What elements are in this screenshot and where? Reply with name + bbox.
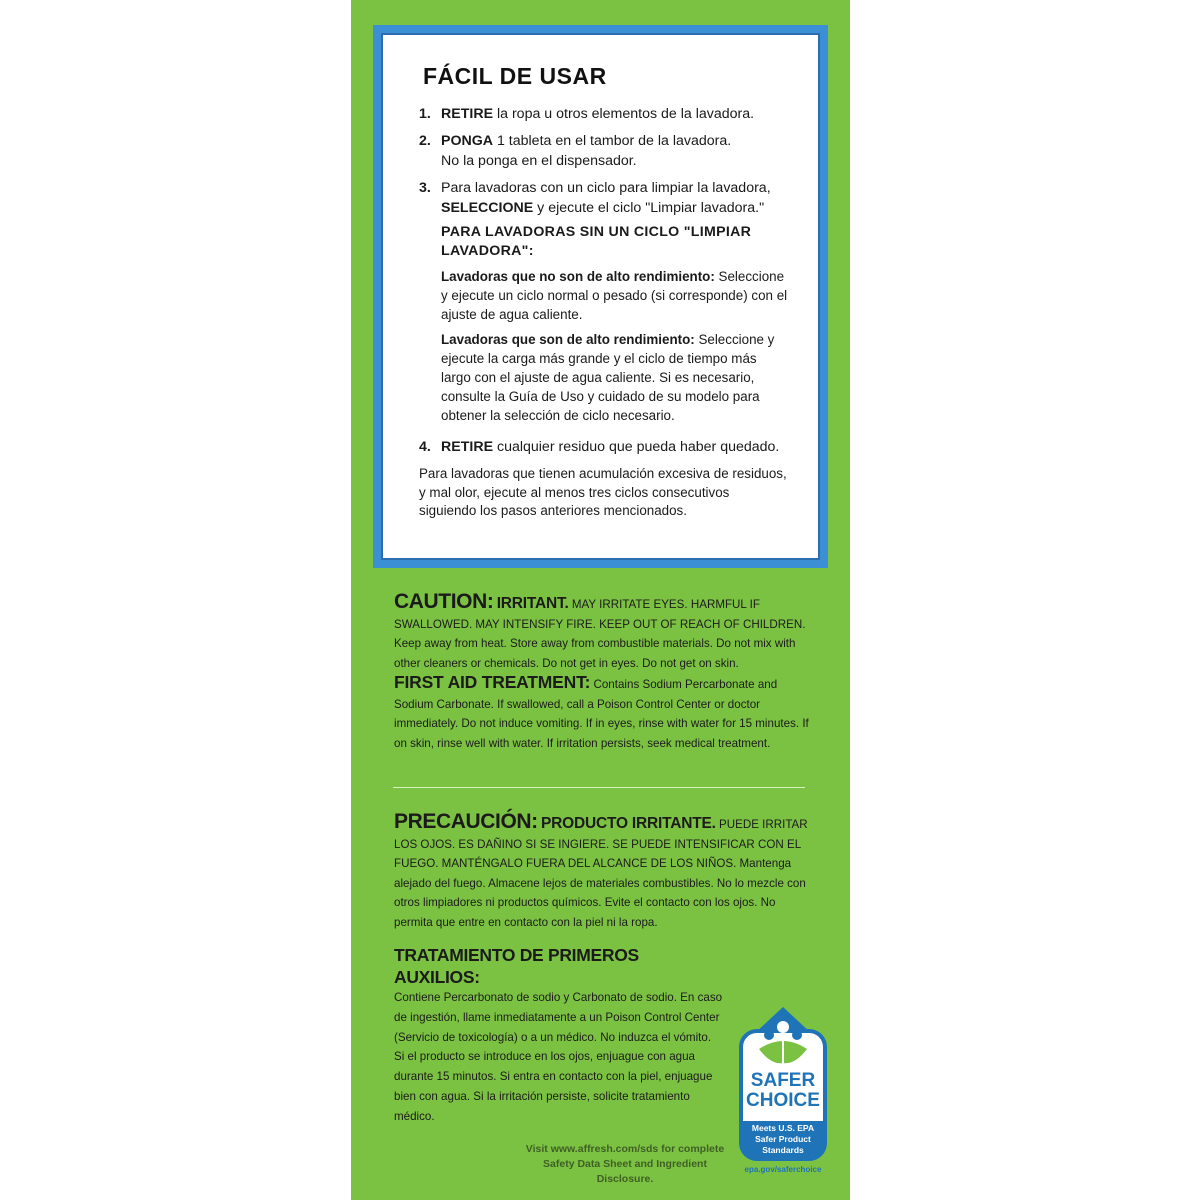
precaucion-paragraph <box>394 812 814 933</box>
caution-text: MAY IRRITATE EYES. HARMFUL IF SWALLOWED. MAY INTENSIFY FIRE. KEEP OUT OF REACH OF CHILDREN. Keep away from heat. Store away from combustible materials. Do not mix with other cleaners or chemicals. Do not get in eyes. Do not get on skin. <box>394 598 806 670</box>
step-3 <box>419 178 790 431</box>
first-aid-label: FIRST AID TREATMENT: <box>394 672 591 692</box>
non-he-label: Lavadoras que no son de alto rendimiento: <box>441 268 715 284</box>
epa-url: epa.gov/saferchoice <box>744 1165 822 1174</box>
step-2 <box>419 131 790 172</box>
tratamiento-label: TRATAMIENTO DE PRIMEROS AUXILIOS: <box>394 945 639 987</box>
caution-paragraph <box>394 592 812 673</box>
step-keyword: RETIRE <box>441 106 494 122</box>
first-aid-paragraph <box>394 673 812 753</box>
safer-choice-logo <box>735 1005 831 1183</box>
instructions-footer: Para lavadoras que tienen acumulación excesiva de residuos, y mal olor, ejecute al menos tres ciclos consecutivos siguiendo los pasos anteriores mencionados. <box>419 466 787 518</box>
producto-irritante-label: PRODUCTO IRRITANTE. <box>541 815 716 832</box>
step-text: Para lavadoras con un ciclo para limpiar la lavadora, <box>441 179 771 196</box>
precaucion-label: PRECAUCIÓN: <box>394 810 538 833</box>
instructions-box <box>381 33 820 560</box>
non-he-text: Seleccione y ejecute un ciclo normal o pesado (si corresponde) con el ajuste de agua caliente. <box>441 268 788 322</box>
epa-standards-band: Meets U.S. EPA Safer Product Standards <box>743 1121 823 1157</box>
first-aid-text: Contains Sodium Percarbonate and Sodium Carbonate. If swallowed, call a Poison Control Center or doctor immediately. Do not induce vomiting. If in eyes, rinse with water for 15 minutes. If on skin, rinse well with water. If irritation persists, seek medical treatment. <box>394 678 809 750</box>
non-he-paragraph <box>441 267 790 324</box>
sds-footer-note: Visit www.affresh.com/sds for complete Safety Data Sheet and Ingredient Disclosure. <box>525 1143 725 1185</box>
step-text: la ropa u otros elementos de la lavadora. <box>493 106 755 122</box>
steps-list <box>419 104 790 457</box>
caution-section <box>394 592 812 753</box>
step-number: 4. <box>419 438 431 455</box>
caution-label: CAUTION: <box>394 590 494 613</box>
precaucion-section <box>394 812 814 933</box>
sub-heading: PARA LAVADORAS SIN UN CICLO "LIMPIAR LAVADORA": <box>441 223 752 259</box>
step-keyword: RETIRE <box>441 438 494 455</box>
irritant-label: IRRITANT. <box>496 595 569 612</box>
step-number: 3. <box>419 179 431 196</box>
he-label: Lavadoras que son de alto rendimiento: <box>441 331 695 347</box>
instructions-title: FÁCIL DE USAR <box>423 63 607 89</box>
step-text: 1 tableta en el tambor de la lavadora. <box>493 132 732 149</box>
step-keyword: SELECCIONE <box>441 200 534 216</box>
precaucion-text: PUEDE IRRITAR LOS OJOS. ES DAÑINO SI SE INGIERE. SE PUEDE INTENSIFICAR CON EL FUEGO. MANTÉNGALO FUERA DEL ALCANCE DE LOS NIÑOS. Mantenga alejado del fuego. Almacene lejos de materiales combustibles. No lo mezcle con otros limpiadores ni productos químicos. Evite el contacto con los ojos. No permita que entre en contacto con la piel ni la ropa. <box>394 818 808 929</box>
step-text: cualquier residuo que pueda haber quedado. <box>493 438 780 455</box>
step-number: 1. <box>419 106 431 122</box>
tratamiento-text: Contiene Percarbonato de sodio y Carbonato de sodio. En caso de ingestión, llame inmediatamente a un Poison Control Center (Servicio de toxicología) o a un médico. No induzca el vómito. Si el producto se introduce en los ojos, enjuague con agua durante 15 minutos. Si entra en contacto con la piel, enjuague bien con agua. Si la irritación persiste, solicite tratamiento médico. <box>394 991 723 1123</box>
step-4 <box>419 437 790 458</box>
step-text-2: y ejecute el ciclo "Limpiar lavadora." <box>533 200 765 216</box>
tratamiento-section <box>394 944 724 1127</box>
step-text-line2: No la ponga en el dispensador. <box>441 153 637 169</box>
he-text: Seleccione y ejecute la carga más grande y el ciclo de tiempo más largo con el ajuste de agua caliente. Si es necesario, consulte la Guía de Uso y cuidado de su modelo para obtener la selección de ciclo necesario. <box>441 331 775 423</box>
step-number: 2. <box>419 132 431 149</box>
step-1 <box>419 104 790 125</box>
he-paragraph <box>441 330 790 425</box>
choice-word: CHOICE <box>746 1090 820 1111</box>
section-divider <box>393 787 805 788</box>
step-keyword: PONGA <box>441 132 494 149</box>
instructions-frame <box>373 25 828 568</box>
safer-word: SAFER <box>750 1070 816 1091</box>
